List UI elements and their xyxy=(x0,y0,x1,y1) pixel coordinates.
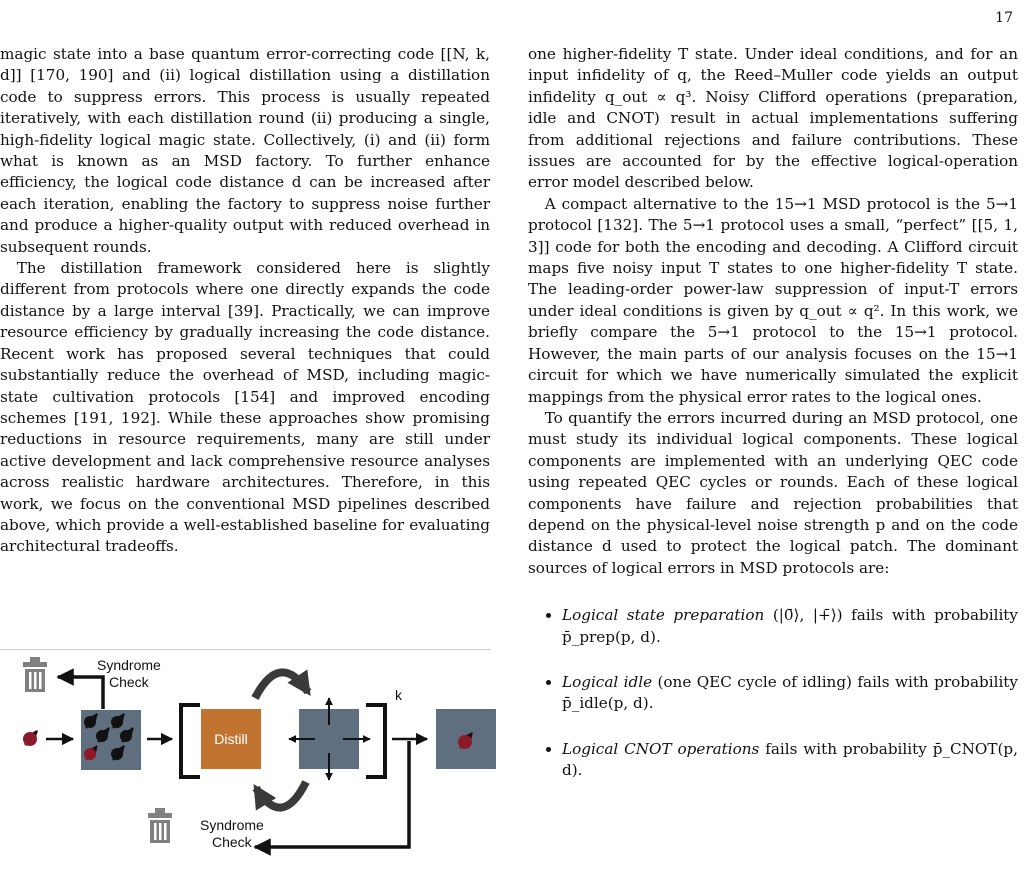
distill-label: Distill xyxy=(214,731,248,747)
page-number: 17 xyxy=(995,10,1013,26)
bullet-text: fails with probability p̄_CNOT(p, d). xyxy=(562,739,1018,780)
trash-icon-bottom xyxy=(148,808,172,843)
bullet-text: (|0̄⟩, |+̄⟩) fails with probability p̄_prep(p, d). xyxy=(562,606,1018,646)
left-paragraph-2: The distillation framework considered here is slightly different from protocols where one directly expands the code distance by a large interval [39]. Practically, we can improve resource efficiency by gradually increasing the code distance. Recent work has proposed several techniques that could substantially reduce the overhead of MSD, including magic-state cultivation protocols [154] and improved encoding schemes [191, 192]. While these approaches show promising reductions in resource requirements, many are still under active development and lack comprehensive resource analyses across realistic hardware architectures. Therefore, in this work, we focus on the conventional MSD pipelines described above, which provide a well-established baseline for evaluating architectural tradeoffs. xyxy=(0,259,490,556)
loop-bracket-left xyxy=(181,705,200,777)
error-sources-list xyxy=(528,605,1018,781)
left-column xyxy=(0,44,490,558)
iteration-label: k xyxy=(395,687,402,703)
right-column xyxy=(528,44,1018,806)
check-label-top: Check xyxy=(109,674,149,690)
bullet-term: Logical state preparation xyxy=(562,606,765,625)
left-paragraph-1: magic state into a base quantum error-correcting code [[N, k, d]] [170, 190] and (ii) logical distillation using a distillation code to suppress errors. This process is usually repeated iteratively, with each distillation round (ii) producing a single, high-fidelity logical magic state. Collectively, (i) and (ii) form what is known as an MSD factory. To further enhance efficiency, the logical code distance d can be increased after each iteration, enabling the factory to suppress noise further and produce a higher-quality output with reduced overhead in subsequent rounds. xyxy=(0,45,490,256)
right-paragraph-2: A compact alternative to the 15→1 MSD protocol is the 5→1 protocol [132]. The 5→1 protocol uses a small, “perfect” [[5, 1, 3]] code for both the encoding and decoding. A Clifford circuit maps five noisy input T states to one higher-fidelity T state. The leading-order power-law suppression of input-T errors under ideal conditions is given by q_out ∝ q². In this work, we briefly compare the 5→1 protocol to the 15→1 protocol. However, the main parts of our analysis focuses on the 15→1 circuit for which we have numerically simulated the explicit mappings from the physical error rates to the logical ones. xyxy=(528,194,1018,406)
trash-icon-top xyxy=(23,657,47,692)
curved-arrow-bottom xyxy=(256,782,306,808)
msd-factory-diagram xyxy=(0,650,500,885)
bullet-text: (one QEC cycle of idling) fails with probability p̄_idle(p, d). xyxy=(562,672,1018,713)
right-paragraph-3: To quantify the errors incurred during an MSD protocol, one must study its individual logical components. These logical components are implemented with an underlying QEC code using repeated QEC cycles or rounds. Each of these logical components have failure and rejection probabilities that depend on the physical-level noise strength p and on the code distance d used to protect the logical patch. The dominant sources of logical errors in MSD protocols are: xyxy=(528,408,1018,577)
bullet-term: Logical CNOT operations xyxy=(562,739,760,758)
right-paragraph-1: one higher-fidelity T state. Under ideal conditions, and for an input infidelity of q, the Reed–Muller code yields an output infidelity q_out ∝ q³. Noisy Clifford operations (preparation, idle and CNOT) result in actual implementations suffering from additional rejections and failure contributions. These issues are accounted for by the effective logical-operation error model described below. xyxy=(528,45,1018,192)
bullet-cnot xyxy=(562,739,1018,782)
syndrome-label-bottom: Syndrome xyxy=(200,817,264,833)
bullet-state-preparation xyxy=(562,605,1018,648)
curved-arrow-top xyxy=(255,672,308,698)
check-label-bottom: Check xyxy=(212,834,252,850)
reject-arrow-top xyxy=(58,677,103,709)
loop-bracket-right xyxy=(366,705,385,777)
bullet-idle xyxy=(562,672,1018,715)
syndrome-label-top: Syndrome xyxy=(97,657,161,673)
bullet-term: Logical idle xyxy=(562,672,653,691)
input-qubit-icon xyxy=(23,731,37,746)
